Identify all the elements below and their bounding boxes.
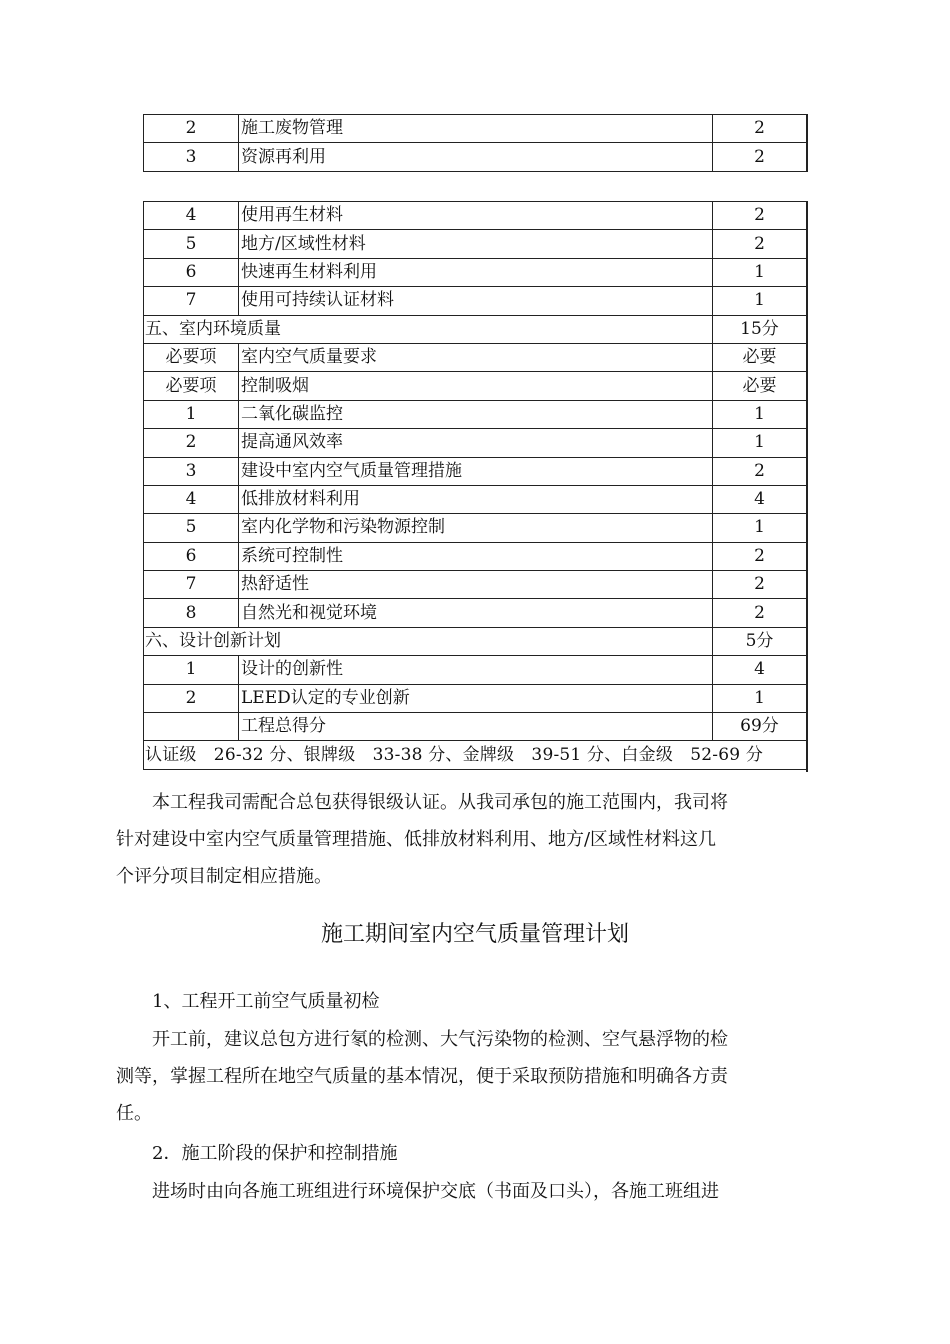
item-score: 2 [713, 542, 807, 570]
item-score: 必要 [713, 372, 807, 400]
item-number: 2 [144, 684, 239, 712]
item-name: 控制吸烟 [239, 372, 713, 400]
table-row [144, 485, 807, 513]
item-score: 2 [713, 457, 807, 485]
item-score: 2 [713, 202, 807, 230]
item-score: 2 [713, 143, 807, 171]
table-row [144, 372, 807, 400]
item-number: 4 [144, 202, 239, 230]
table-row [144, 143, 807, 171]
section-heading: 施工期间室内空气质量管理计划 [320, 922, 629, 947]
item-score: 15分 [713, 315, 807, 343]
item-score: 1 [713, 287, 807, 315]
item-name: 使用再生材料 [239, 202, 713, 230]
para2-line1: 开工前，建议总包方进行氡的检测、大气污染物的检测、空气悬浮物的检 [152, 1029, 728, 1050]
table-row [144, 542, 807, 570]
table-row [144, 514, 807, 542]
item-number: 6 [144, 542, 239, 570]
item-score: 2 [713, 571, 807, 599]
table-row [144, 713, 807, 741]
table-row [144, 343, 807, 371]
item-name: 工程总得分 [239, 713, 713, 741]
item-number: 8 [144, 599, 239, 627]
item-number: 5 [144, 230, 239, 258]
item-name: 提高通风效率 [239, 429, 713, 457]
item-name: 二氧化碳监控 [239, 400, 713, 428]
item-number: 1 [144, 656, 239, 684]
item-number: 必要项 [144, 343, 239, 371]
item-number: 3 [144, 457, 239, 485]
item-score: 69分 [713, 713, 807, 741]
item-number [144, 713, 239, 741]
item-number: 7 [144, 571, 239, 599]
paragraph-2 [116, 1021, 776, 1132]
item-name: 室内空气质量要求 [239, 343, 713, 371]
item-name: 地方/区域性材料 [239, 230, 713, 258]
subheading-1: 1、工程开工前空气质量初检 [152, 991, 380, 1012]
item-name: 快速再生材料利用 [239, 258, 713, 286]
table-row [144, 202, 807, 230]
item-name: 自然光和视觉环境 [239, 599, 713, 627]
item-number: 4 [144, 485, 239, 513]
table-right-border [806, 201, 808, 772]
table-row [144, 287, 807, 315]
para2-line2: 测等，掌握工程所在地空气质量的基本情况，便于采取预防措施和明确各方责 [116, 1066, 728, 1087]
paragraph-1 [116, 784, 776, 895]
item-number: 1 [144, 400, 239, 428]
item-name: 资源再利用 [239, 143, 713, 171]
item-name: 设计的创新性 [239, 656, 713, 684]
table-row [144, 400, 807, 428]
table-row [144, 315, 807, 343]
item-score: 1 [713, 429, 807, 457]
paragraph-3-line1: 进场时由向各施工班组进行环境保护交底（书面及口头），各施工班组进 [152, 1181, 719, 1202]
item-score: 1 [713, 514, 807, 542]
subheading-2: 2．施工阶段的保护和控制措施 [152, 1143, 398, 1164]
rating-note-row [144, 741, 807, 769]
score-table-part2 [143, 201, 807, 770]
para1-line2: 针对建设中室内空气质量管理措施、低排放材料利用、地方/区域性材料这几 [116, 829, 717, 850]
para2-line3: 任。 [116, 1103, 152, 1124]
item-number: 2 [144, 429, 239, 457]
item-name: 使用可持续认证材料 [239, 287, 713, 315]
item-score: 1 [713, 400, 807, 428]
table-row [144, 457, 807, 485]
table-row [144, 258, 807, 286]
table-row [144, 230, 807, 258]
item-name: 建设中室内空气质量管理措施 [239, 457, 713, 485]
item-score: 1 [713, 684, 807, 712]
para1-line1: 本工程我司需配合总包获得银级认证。从我司承包的施工范围内，我司将 [152, 792, 728, 813]
item-name: 施工废物管理 [239, 115, 713, 143]
item-score: 4 [713, 485, 807, 513]
item-score: 2 [713, 230, 807, 258]
section-label: 六、设计创新计划 [144, 627, 713, 655]
item-name: LEED认定的专业创新 [239, 684, 713, 712]
table-row [144, 429, 807, 457]
item-name: 室内化学物和污染物源控制 [239, 514, 713, 542]
item-name: 热舒适性 [239, 571, 713, 599]
score-table-part1 [143, 114, 807, 172]
item-name: 低排放材料利用 [239, 485, 713, 513]
item-score: 2 [713, 115, 807, 143]
item-number: 5 [144, 514, 239, 542]
item-number: 7 [144, 287, 239, 315]
para1-line3: 个评分项目制定相应措施。 [116, 866, 332, 887]
item-name: 系统可控制性 [239, 542, 713, 570]
table-row [144, 599, 807, 627]
item-number: 2 [144, 115, 239, 143]
table-right-border [806, 114, 808, 172]
table-row [144, 627, 807, 655]
item-score: 4 [713, 656, 807, 684]
item-score: 2 [713, 599, 807, 627]
item-score: 1 [713, 258, 807, 286]
table-row [144, 656, 807, 684]
item-number: 3 [144, 143, 239, 171]
item-number: 6 [144, 258, 239, 286]
section-label: 五、室内环境质量 [144, 315, 713, 343]
item-number: 必要项 [144, 372, 239, 400]
table-row [144, 115, 807, 143]
item-score: 必要 [713, 343, 807, 371]
table-row [144, 571, 807, 599]
rating-note: 认证级 26-32 分、银牌级 33-38 分、金牌级 39-51 分、白金级 52-69 分 [144, 741, 807, 769]
table-row [144, 684, 807, 712]
item-score: 5分 [713, 627, 807, 655]
